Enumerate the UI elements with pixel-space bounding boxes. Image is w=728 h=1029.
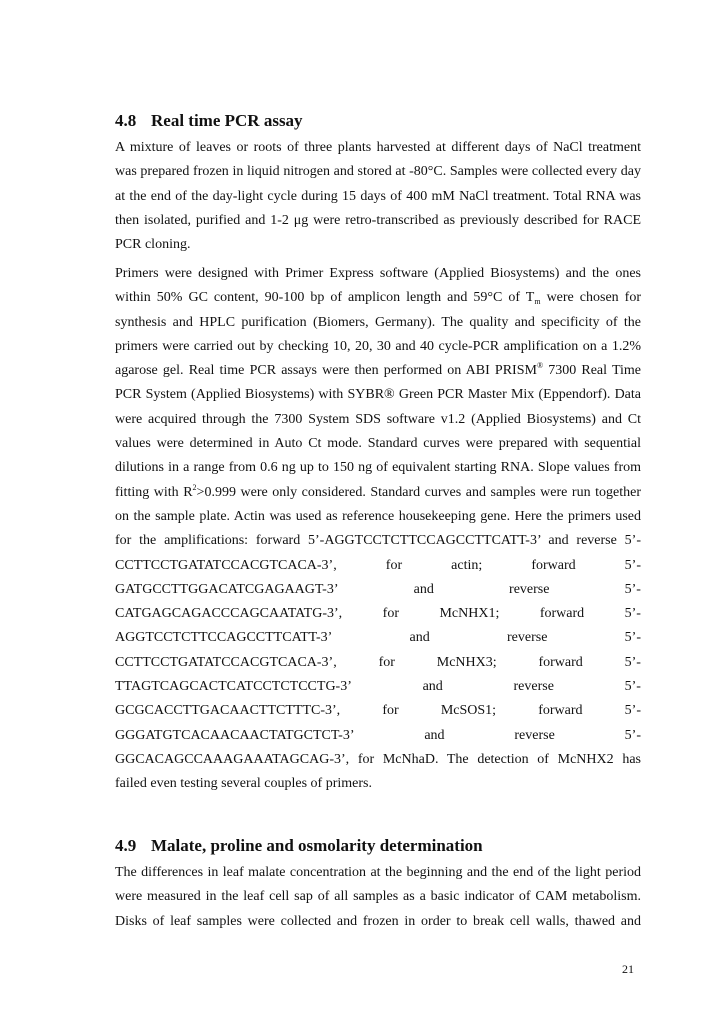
primer-row: TTAGTCAGCACTCATCCTCTCCTG-3’ and reverse 5’-: [115, 679, 641, 695]
text-line: Primers were designed with Primer Express software (Applied Biosystems) and the ones: [115, 266, 641, 281]
text-line: Disks of leaf samples were collected and frozen in order to break cell walls, thawed and: [115, 913, 641, 929]
text-line: were acquired through the 7300 System SDS software v1.2 (Applied Biosystems) and Ct: [115, 411, 641, 427]
section-heading-4-8: [115, 111, 303, 131]
text-line: failed even testing several couples of primers.: [115, 776, 372, 792]
paragraph-primer-design: [115, 262, 641, 797]
primer-row: GGGATGTCACAACAACTATGCTCT-3’ and reverse 5’-: [115, 727, 641, 743]
section-number: 4.8: [115, 111, 137, 130]
section-title: Malate, proline and osmolarity determination: [151, 836, 483, 855]
text-line: A mixture of leaves or roots of three plants harvested at different days of NaCl treatment: [115, 140, 641, 155]
section-title: Real time PCR assay: [151, 111, 303, 130]
paragraph-malate: [115, 861, 641, 934]
text-line: then isolated, purified and 1-2 μg were retro-transcribed as previously described for RACE: [115, 212, 641, 228]
text-line: The differences in leaf malate concentration at the beginning and the end of the light period: [115, 865, 641, 880]
primer-row: GATGCCTTGGACATCGAGAAGT-3’ and reverse 5’-: [115, 581, 641, 597]
text-line: were measured in the leaf cell sap of all samples as a basic indicator of CAM metabolism.: [115, 889, 641, 905]
text-line: fitting with $R^2>0.999$ were only considered. Standard curves and samples were run together: [115, 482, 641, 500]
page-number: 21: [622, 962, 634, 976]
text-line: PCR System (Applied Biosystems) with SYBR® Green PCR Master Mix (Eppendorf). Data: [115, 387, 641, 403]
section-number: 4.9: [115, 836, 137, 855]
primer-row: AGGTCCTCTTCCAGCCTTCATT-3’ and reverse 5’-: [115, 630, 641, 646]
section-heading-4-9: [115, 836, 483, 856]
primer-row: CATGAGCAGACCCAGCAATATG-3’, for McNHX1; forward 5’-: [115, 606, 641, 622]
text-line: on the sample plate. Actin was used as reference housekeeping gene. Here the primers used: [115, 508, 641, 524]
text-line: within 50% GC content, 90-100 bp of amplicon length and 59°C of $T_m$ were chosen for: [115, 290, 641, 307]
primer-row: GCGCACCTTGACAACTTCTTTC-3’, for McSOS1; forward 5’-: [115, 703, 641, 719]
text-line: dilutions in a range from 0.6 ng up to 150 ng of equivalent starting RNA. Slope values from: [115, 460, 641, 476]
text-line: synthesis and HPLC purification (Biomers, Germany). The quality and specificity of the: [115, 314, 641, 330]
paragraph-rna-extraction: [115, 136, 641, 257]
primer-row: CCTTCCTGATATCCACGTCACA-3’, for McNHX3; forward 5’-: [115, 654, 641, 670]
text-line: primers were carried out by checking 10, 20, 30 and 40 cycle-PCR amplification on a 1.2%: [115, 338, 641, 354]
text-line: was prepared frozen in liquid nitrogen and stored at -80°C. Samples were collected every day: [115, 164, 641, 180]
text-line: PCR cloning.: [115, 237, 191, 253]
text-line: GGCACAGCCAAAGAAATAGCAG-3’, for McNhaD. The detection of McNHX2 has: [115, 751, 641, 767]
text-line: at the end of the day-light cycle during 15 days of 400 mM NaCl treatment. Total RNA was: [115, 188, 641, 204]
text-line: agarose gel. Real time PCR assays were then performed on ABI PRISM® 7300 Real Time: [115, 361, 641, 379]
primer-row: CCTTCCTGATATCCACGTCACA-3’, for actin; forward 5’-: [115, 557, 641, 573]
text-line: values were determined in Auto Ct mode. Standard curves were prepared with sequential: [115, 436, 641, 452]
text-line: for the amplifications: forward 5’-AGGTCCTCTTCCAGCCTTCATT-3’ and reverse 5’-: [115, 533, 641, 549]
